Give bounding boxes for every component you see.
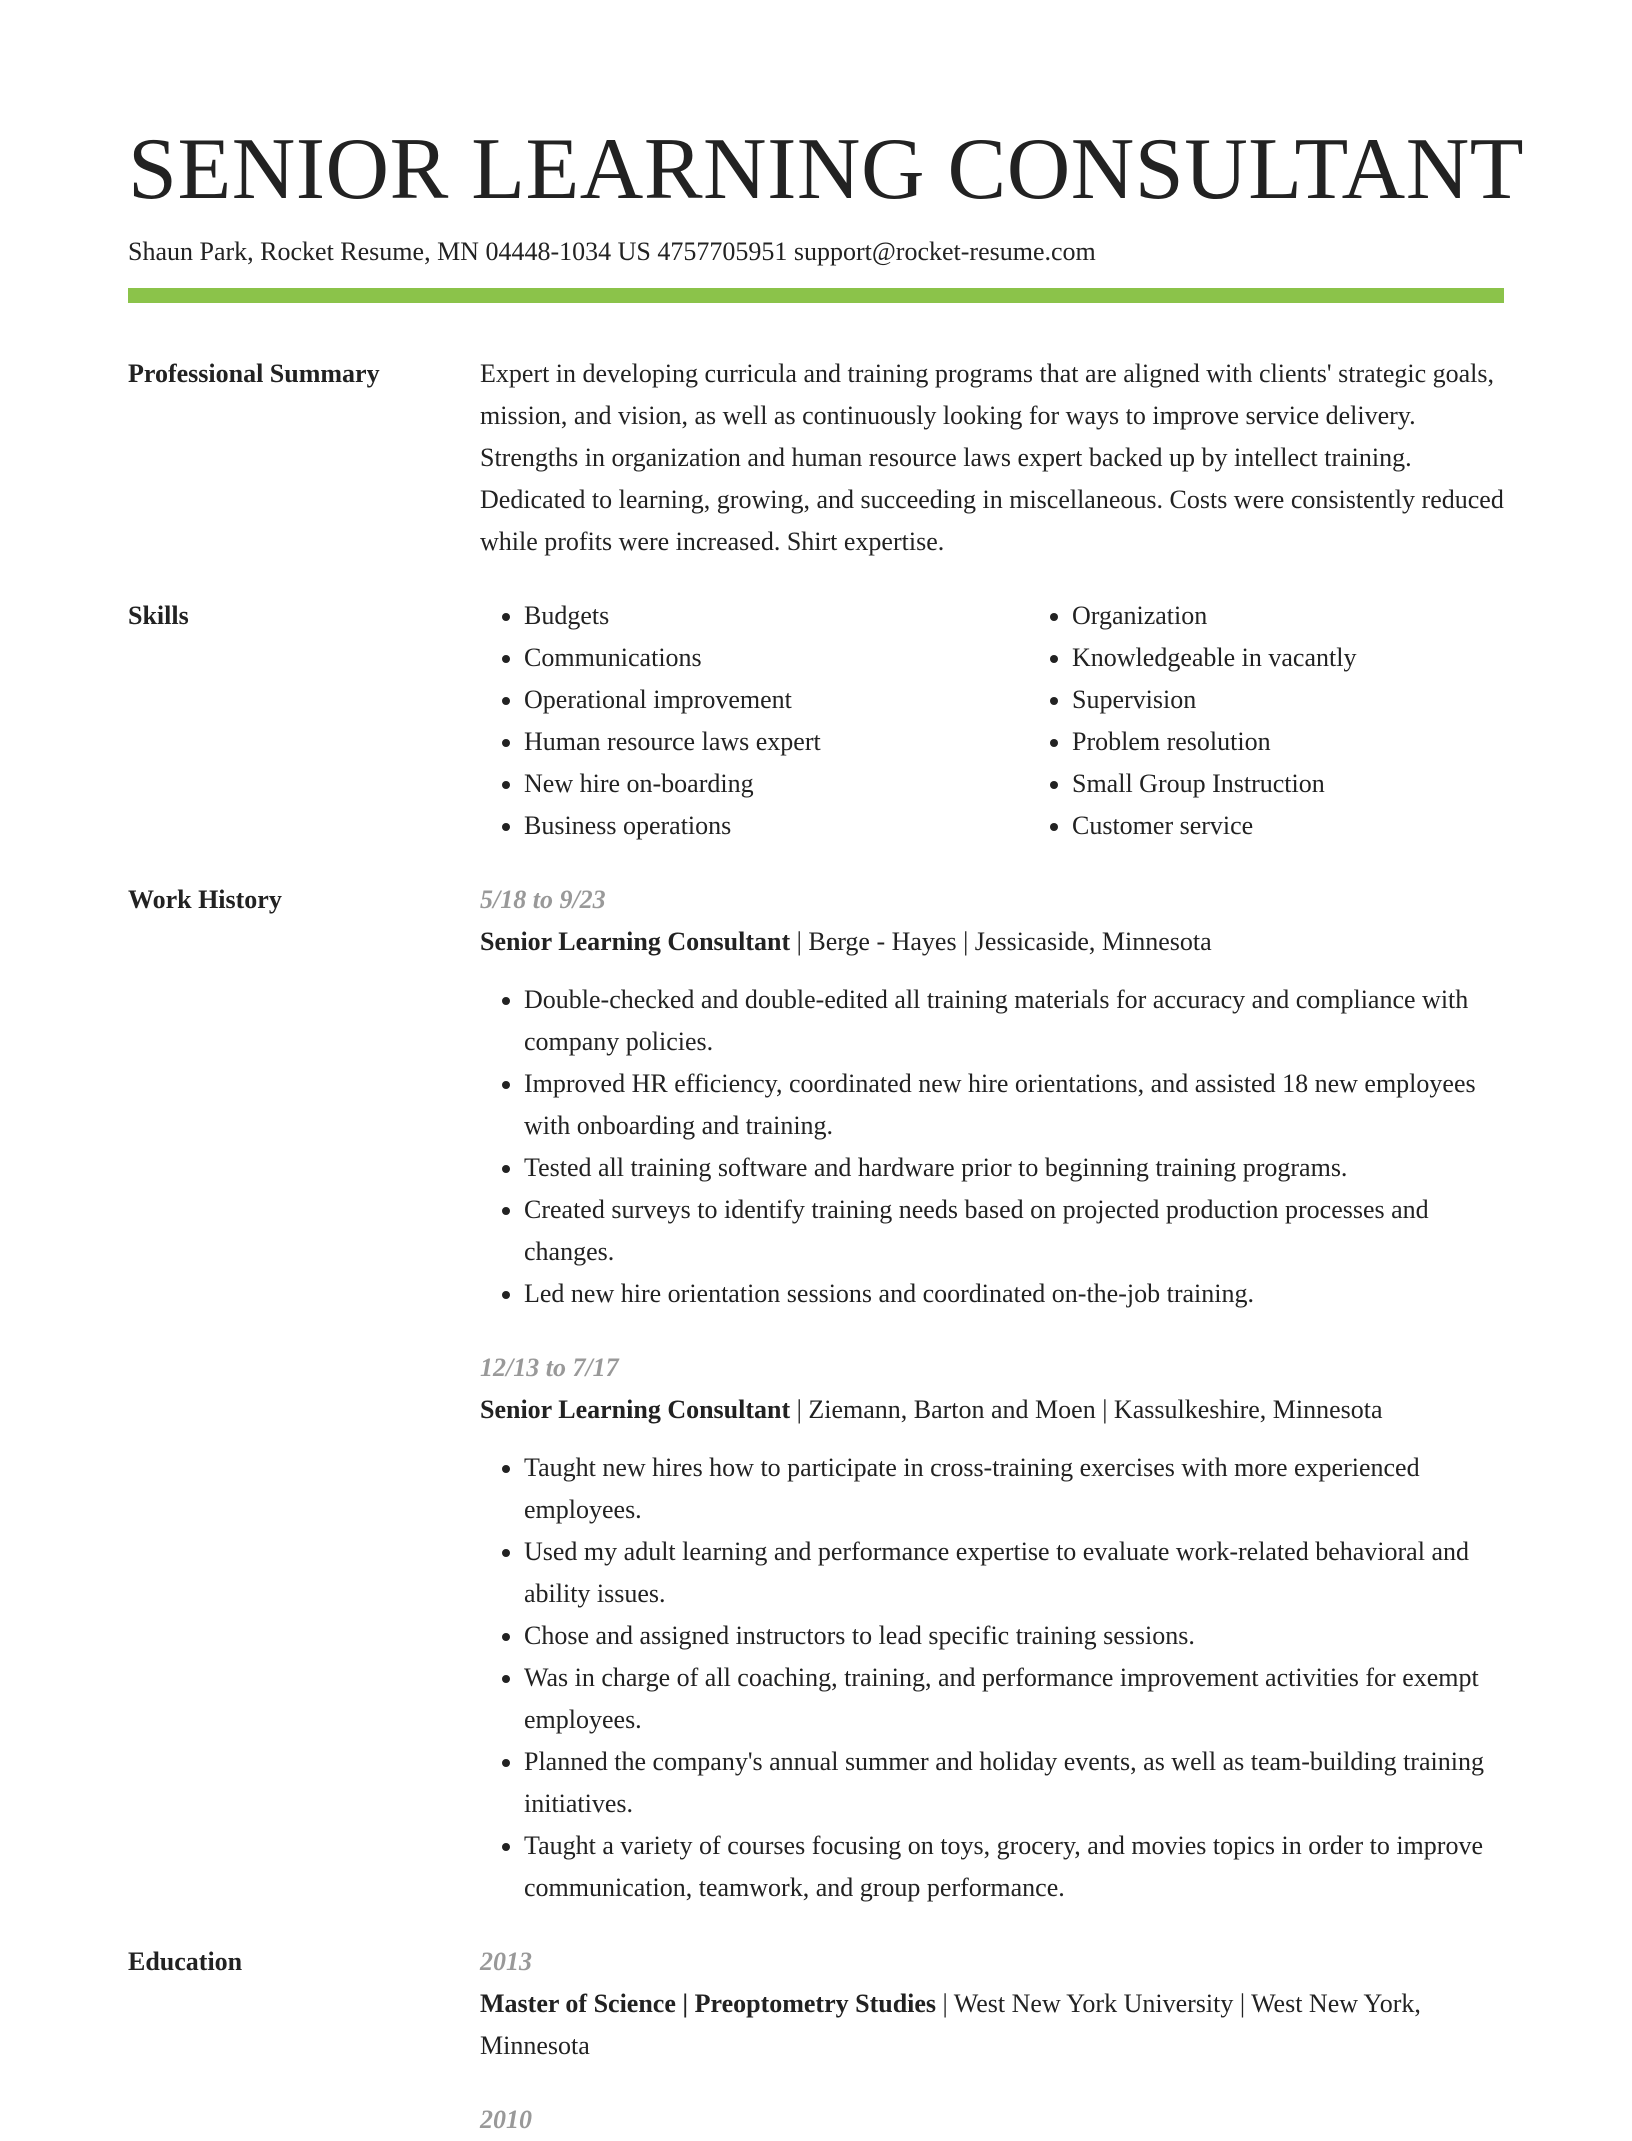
job-bullet: • Planned the company's annual summer and holiday events, as well as team-building training initiatives. <box>524 1741 1504 1825</box>
job-heading <box>480 1389 1504 1431</box>
job-bullet: • Chose and assigned instructors to lead specific training sessions. <box>524 1615 1504 1657</box>
job-entry <box>480 1347 1504 1909</box>
contact-line: Shaun Park, Rocket Resume, MN 04448-1034 US 4757705951 support@rocket-resume.com <box>128 237 1096 266</box>
section-label-education: Education <box>128 1947 243 1976</box>
skills-list-left <box>480 595 1028 847</box>
skill-item: • New hire on-boarding <box>524 763 1028 805</box>
section-label-work: Work History <box>128 885 282 914</box>
job-bullet: • Created surveys to identify training needs based on projected production processes and changes. <box>524 1189 1504 1273</box>
skill-item: • Problem resolution <box>1072 721 1576 763</box>
section-label-skills: Skills <box>128 601 189 630</box>
education-date: 2010 <box>480 2105 532 2134</box>
job-bullet: • Led new hire orientation sessions and coordinated on-the-job training. <box>524 1273 1504 1315</box>
education-section <box>128 1941 1504 2141</box>
education-details: | West New York University | West New York, Minnesota <box>480 1989 1421 2060</box>
education-date: 2013 <box>480 1947 532 1976</box>
skills-list-right <box>1028 595 1576 847</box>
skill-item: • Customer service <box>1072 805 1576 847</box>
skill-item: • Organization <box>1072 595 1576 637</box>
skill-item: • Operational improvement <box>524 679 1028 721</box>
education-entry <box>480 1941 1504 2067</box>
section-label-summary: Professional Summary <box>128 359 380 388</box>
skill-item: • Supervision <box>1072 679 1576 721</box>
job-dates: 5/18 to 9/23 <box>480 885 606 914</box>
education-entry <box>480 2099 1504 2141</box>
header-divider <box>128 288 1504 303</box>
job-bullet: • Taught new hires how to participate in cross-training exercises with more experienced employees. <box>524 1447 1504 1531</box>
education-degree: Master of Science | Preoptometry Studies <box>480 1989 937 2018</box>
skills-section <box>128 595 1504 847</box>
resume-page <box>128 120 1525 2141</box>
job-bullets <box>480 979 1504 1315</box>
job-title: Senior Learning Consultant <box>480 1395 791 1424</box>
skill-item: • Business operations <box>524 805 1028 847</box>
job-dates: 12/13 to 7/17 <box>480 1353 619 1382</box>
summary-text: Expert in developing curricula and training programs that are aligned with clients' strategic goals, mission, and vision, as well as continuously looking for ways to improve service delivery. Strengths in organization and human resource laws expert backed up by intellect training. Dedicated to learning, growing, and succeeding in miscellaneous. Costs were consistently reduced while profits were increased. Shirt expertise. <box>480 359 1504 556</box>
job-bullet: • Double-checked and double-edited all training materials for accuracy and compliance with company policies. <box>524 979 1504 1063</box>
skill-item: • Budgets <box>524 595 1028 637</box>
work-history-section <box>128 879 1504 1909</box>
job-entry <box>480 879 1504 1315</box>
job-details: | Berge - Hayes | Jessicaside, Minnesota <box>790 927 1212 956</box>
job-bullets <box>480 1447 1504 1909</box>
skill-item: • Small Group Instruction <box>1072 763 1576 805</box>
job-bullet: • Was in charge of all coaching, training, and performance improvement activities for exempt employees. <box>524 1657 1504 1741</box>
job-heading <box>480 921 1504 963</box>
job-bullet: • Tested all training software and hardware prior to beginning training programs. <box>524 1147 1504 1189</box>
job-bullet: • Used my adult learning and performance expertise to evaluate work-related behavioral and ability issues. <box>524 1531 1504 1615</box>
job-details: | Ziemann, Barton and Moen | Kassulkeshire, Minnesota <box>790 1395 1383 1424</box>
resume-title: SENIOR LEARNING CONSULTANT <box>128 121 1525 218</box>
skills-columns <box>480 595 1576 847</box>
skill-item: • Knowledgeable in vacantly <box>1072 637 1576 679</box>
job-bullet: • Improved HR efficiency, coordinated new hire orientations, and assisted 18 new employees with onboarding and training. <box>524 1063 1504 1147</box>
job-bullet: • Taught a variety of courses focusing on toys, grocery, and movies topics in order to improve communication, teamwork, and group performance. <box>524 1825 1504 1909</box>
skill-item: • Human resource laws expert <box>524 721 1028 763</box>
job-title: Senior Learning Consultant <box>480 927 791 956</box>
education-heading <box>480 1983 1504 2067</box>
summary-section <box>128 353 1504 563</box>
skill-item: • Communications <box>524 637 1028 679</box>
